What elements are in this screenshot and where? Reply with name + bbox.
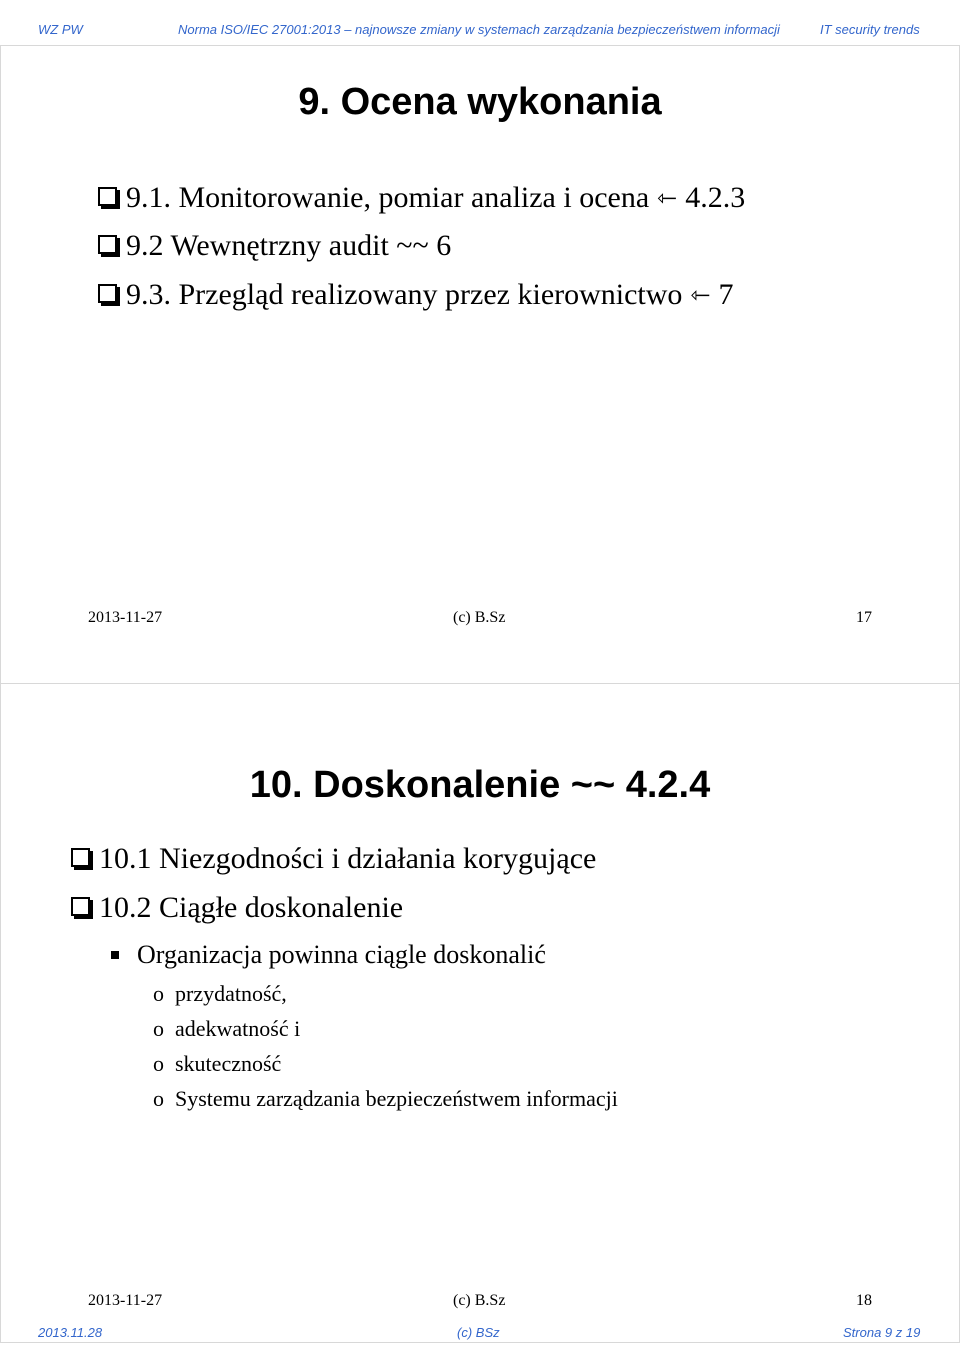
- sub-sub-item: o skuteczność: [153, 1051, 282, 1076]
- slide-17: [0, 45, 960, 684]
- slide-number: 17: [856, 609, 872, 626]
- square-bullet-icon: [111, 951, 119, 959]
- circle-bullet-icon: o: [153, 1051, 164, 1076]
- list-item: 9.1. Monitorowanie, pomiar analiza i ocena ⇽ 4.2.3: [98, 181, 745, 215]
- slide-number: 18: [856, 1292, 872, 1309]
- sub-sub-item: o przydatność,: [153, 981, 287, 1006]
- list-item: 9.3. Przegląd realizowany przez kierownictwo ⇽ 7: [98, 278, 734, 312]
- checkbox-icon: [71, 848, 90, 867]
- slide-18: [0, 683, 960, 1343]
- list-item: 10.2 Ciągłe doskonalenie: [71, 891, 403, 925]
- sub-sub-item: o Systemu zarządzania bezpieczeństwem informacji: [153, 1086, 618, 1111]
- page-header: [0, 22, 960, 42]
- slide-date: 2013-11-27: [88, 1292, 163, 1309]
- circle-bullet-icon: o: [153, 1016, 164, 1041]
- footer-date: 2013.11.28: [38, 1325, 103, 1340]
- checkbox-icon: [98, 284, 117, 303]
- slide-author: (c) B.Sz: [453, 1292, 506, 1309]
- arrow-left-icon: ⇽: [690, 281, 711, 309]
- header-left: WZ PW: [38, 22, 83, 37]
- slide-title: 10. Doskonalenie ~~ 4.2.4: [249, 764, 711, 806]
- footer-page: Strona 9 z 19: [843, 1325, 921, 1340]
- slide-author: (c) B.Sz: [453, 609, 506, 626]
- header-center: Norma ISO/IEC 27001:2013 – najnowsze zmiany w systemach zarządzania bezpieczeństwem informacji: [178, 22, 780, 37]
- list-item: 9.2 Wewnętrzny audit ~~ 6: [98, 229, 451, 263]
- slide-date: 2013-11-27: [88, 609, 163, 626]
- footer-author: (c) BSz: [457, 1325, 500, 1340]
- circle-bullet-icon: o: [153, 1086, 164, 1111]
- slide-title: 9. Ocena wykonania: [298, 81, 662, 123]
- checkbox-icon: [71, 897, 90, 916]
- header-right: IT security trends: [820, 22, 920, 37]
- checkbox-icon: [98, 187, 117, 206]
- list-item: 10.1 Niezgodności i działania korygujące: [71, 842, 596, 876]
- sub-list-item: Organizacja powinna ciągle doskonalić: [111, 940, 546, 970]
- circle-bullet-icon: o: [153, 981, 164, 1006]
- sub-sub-item: o adekwatność i: [153, 1016, 301, 1041]
- checkbox-icon: [98, 235, 117, 254]
- arrow-left-icon: ⇽: [657, 184, 678, 212]
